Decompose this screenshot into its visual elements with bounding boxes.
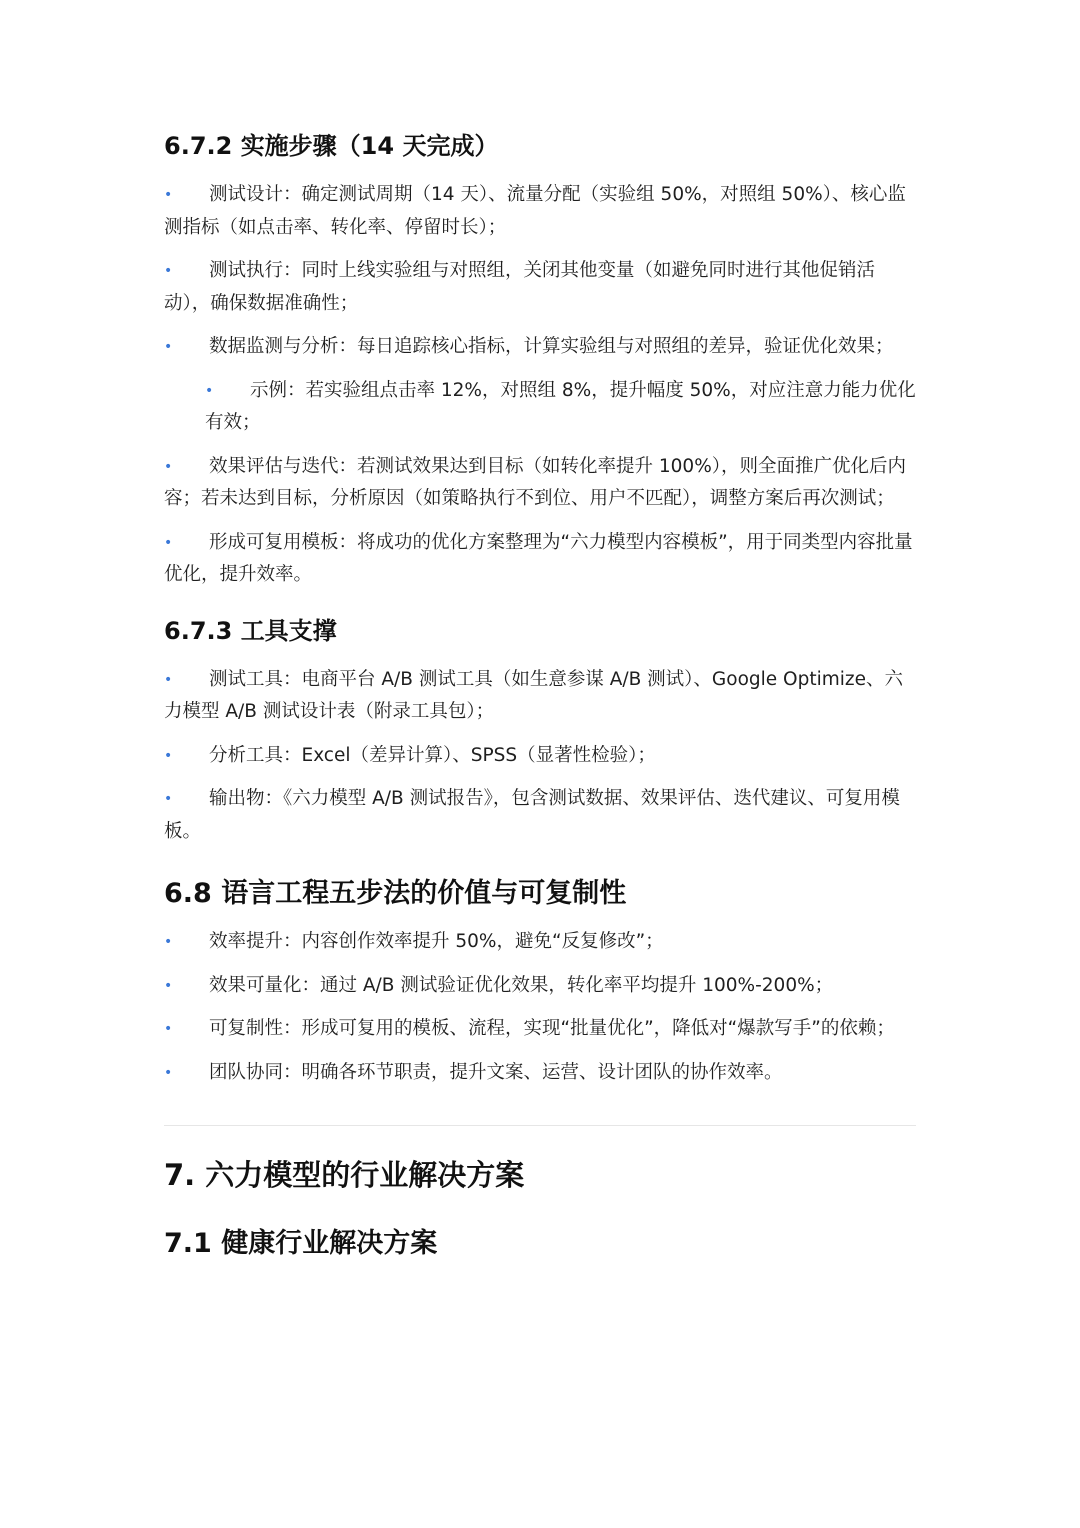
bullet-icon: • [164,791,173,807]
section-6-7-2-list [164,179,916,592]
list-item: • 形成可复用模板：将成功的优化方案整理为“六力模型内容模板”，用于同类型内容批量优化，提升效率。 [164,527,916,592]
section-7-1-heading: 7.1 健康行业解决方案 [164,1228,438,1259]
section-6-7-3-heading: 6.7.3 工具支撑 [164,616,337,645]
section-6-7-3-list [164,664,916,849]
bullet-icon: • [164,671,173,688]
bullet-icon: • [164,1021,173,1037]
list-item: • 输出物：《六力模型 A/B 测试报告》，包含测试数据、效果评估、迭代建议、可复用模板。 [164,783,916,848]
section-6-8-list [164,926,916,1089]
list-item: • 可复制性：形成可复用的模板、流程，实现“批量优化”，降低对“爆款写手”的依赖； [164,1013,916,1046]
bullet-icon: • [164,747,173,764]
bullet-icon: • [164,187,173,203]
list-item: • 效果评估与迭代：若测试效果达到目标（如转化率提升 100%），则全面推广优化后内容；若未达到目标，分析原因（如策略执行不到位、用户不匹配），调整方案后再次测试； [164,451,916,516]
list-item: • 测试执行：同时上线实验组与对照组，关闭其他变量（如避免同时进行其他促销活动），确保数据准确性； [164,255,916,320]
bullet-icon: • [164,977,173,994]
bullet-icon: • [164,263,173,279]
document-page [164,128,916,1264]
section-7-heading: 7. 六力模型的行业解决方案 [164,1158,525,1192]
bullet-icon: • [164,458,173,475]
section-6-7-2-heading: 6.7.2 实施步骤（14 天完成） [164,132,499,160]
bullet-icon: • [164,339,173,355]
list-item: • 数据监测与分析：每日追踪核心指标，计算实验组与对照组的差异，验证优化效果； [164,331,916,364]
list-item: • 效率提升：内容创作效率提升 50%，避免“反复修改”； [164,926,916,959]
list-item: • 分析工具：Excel（差异计算）、SPSS（显著性检验）； [164,740,916,773]
bullet-icon: • [164,934,173,950]
bullet-icon: • [205,382,214,399]
section-6-8-heading: 6.8 语言工程五步法的价值与可复制性 [164,878,627,909]
list-item: • 测试设计：确定测试周期（14 天）、流量分配（实验组 50%，对照组 50%）、核心监测指标（如点击率、转化率、停留时长）； [164,179,916,244]
bullet-icon: • [164,534,173,551]
list-item: • 团队协同：明确各环节职责，提升文案、运营、设计团队的协作效率。 [164,1057,916,1090]
list-item: • 测试工具：电商平台 A/B 测试工具（如生意参谋 A/B 测试）、Google Optimize、六力模型 A/B 测试设计表（附录工具包）； [164,664,916,729]
bullet-icon: • [164,1064,173,1081]
list-item-nested: • 示例：若实验组点击率 12%，对照组 8%，提升幅度 50%，对应注意力能力优化有效； [164,375,916,440]
list-item: • 效果可量化：通过 A/B 测试验证优化效果，转化率平均提升 100%-200%； [164,970,916,1003]
